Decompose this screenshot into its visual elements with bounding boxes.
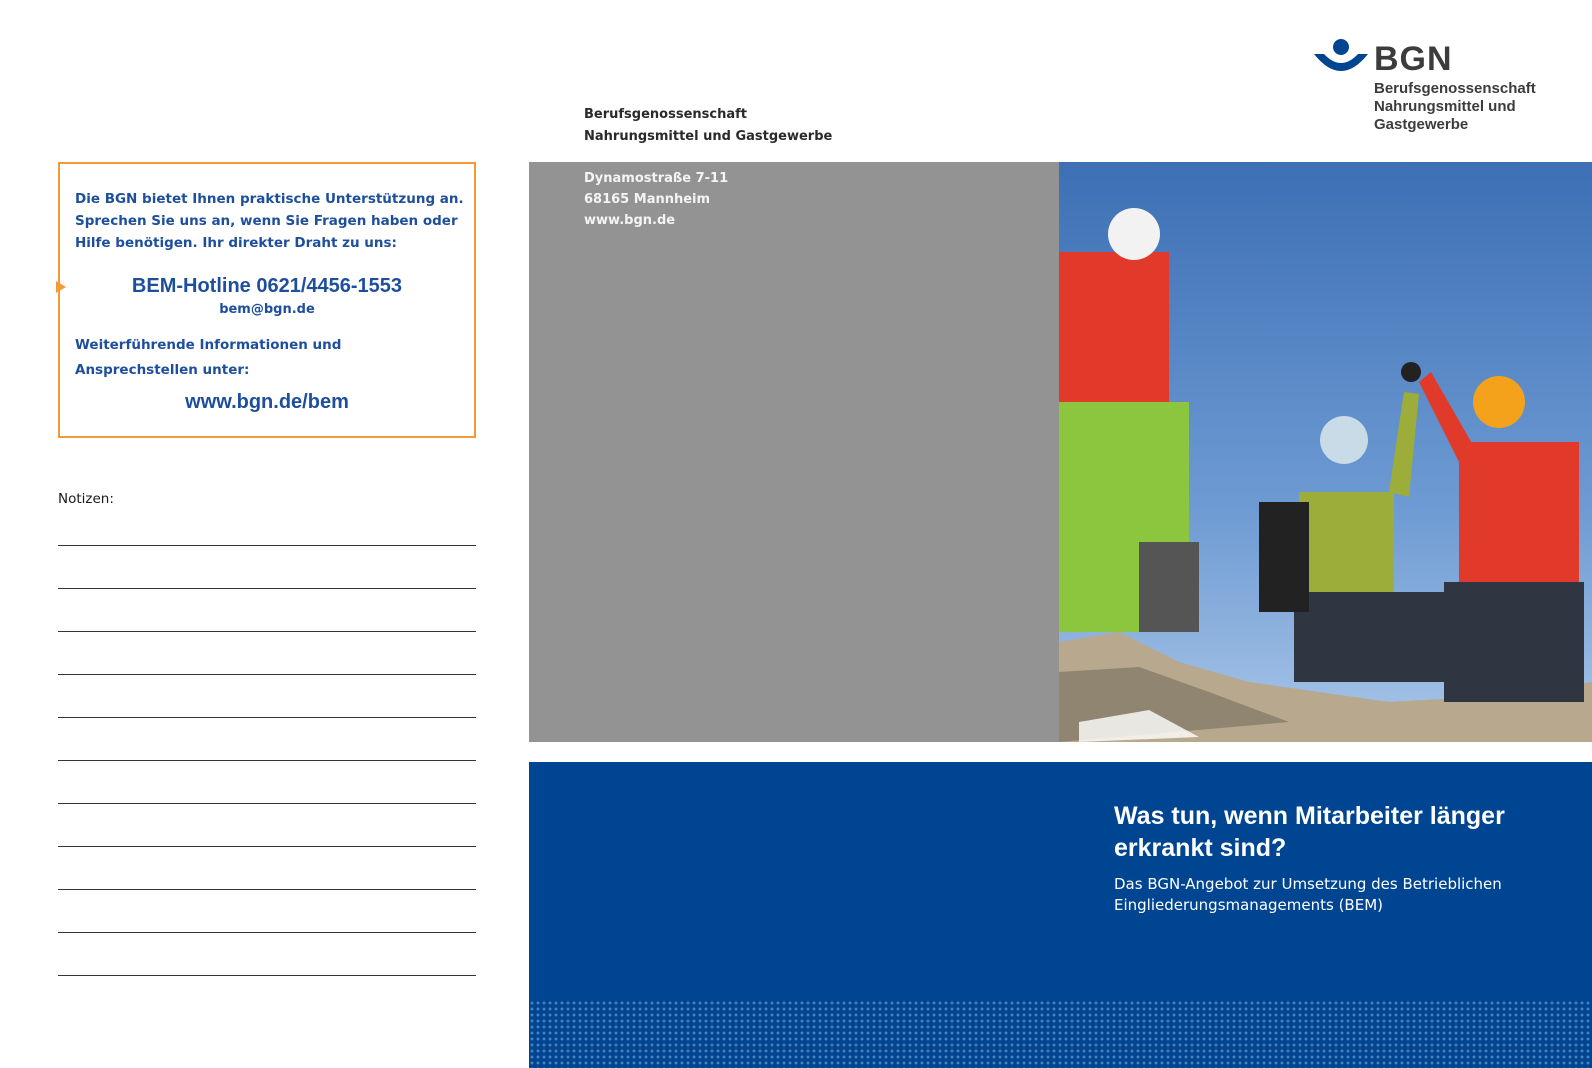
note-line: [58, 889, 476, 890]
climbers-image: [1059, 162, 1592, 742]
postal-address: [584, 168, 728, 231]
more-info-text: Weiterführende Informationen und Ansprechstellen unter:: [75, 337, 342, 378]
sender-line-2: Nahrungsmittel und Gastgewerbe: [584, 129, 833, 144]
contact-email[interactable]: bem@bgn.de: [219, 302, 315, 317]
dot-pattern: [529, 1000, 1592, 1068]
cover-subtitle: Das BGN-Angebot zur Umsetzung des Betrieblichen Eingliederungsmanagements (BEM): [1114, 875, 1502, 914]
hotline-number[interactable]: BEM-Hotline 0621/4456-1553: [131, 275, 403, 297]
bgn-logo: [1312, 38, 1582, 138]
note-line: [58, 717, 476, 718]
note-line: [58, 674, 476, 675]
logo-name: BGN: [1374, 40, 1453, 78]
address-web[interactable]: www.bgn.de: [584, 213, 676, 228]
note-line: [58, 932, 476, 933]
bem-web-link[interactable]: www.bgn.de/bem: [185, 391, 349, 413]
note-line: [58, 846, 476, 847]
note-line: [58, 803, 476, 804]
bgn-logo-mark-icon: [1312, 38, 1370, 82]
info-intro: Die BGN bietet Ihnen praktische Unterstützung an. Sprechen Sie uns an, wenn Sie Fragen haben oder Hilfe benötigen. Ihr direkter Draht zu uns:: [75, 191, 464, 251]
climbers-photo: [1059, 162, 1592, 742]
cover-title: Was tun, wenn Mitarbeiter länger erkrankt sind?: [1114, 802, 1505, 862]
notes-label: Notizen:: [58, 491, 114, 507]
logo-subtitle: Berufsgenossenschaft Nahrungsmittel und Gastgewerbe: [1374, 80, 1536, 133]
note-line: [58, 588, 476, 589]
address-street: Dynamostraße 7-11: [584, 171, 729, 186]
note-line: [58, 975, 476, 976]
note-line: [58, 631, 476, 632]
note-line: [58, 760, 476, 761]
note-line: [58, 545, 476, 546]
sender-line-1: Berufsgenossenschaft: [584, 107, 747, 122]
address-city: 68165 Mannheim: [584, 192, 711, 207]
sender-address: [584, 104, 832, 148]
grey-panel: [529, 162, 1059, 742]
